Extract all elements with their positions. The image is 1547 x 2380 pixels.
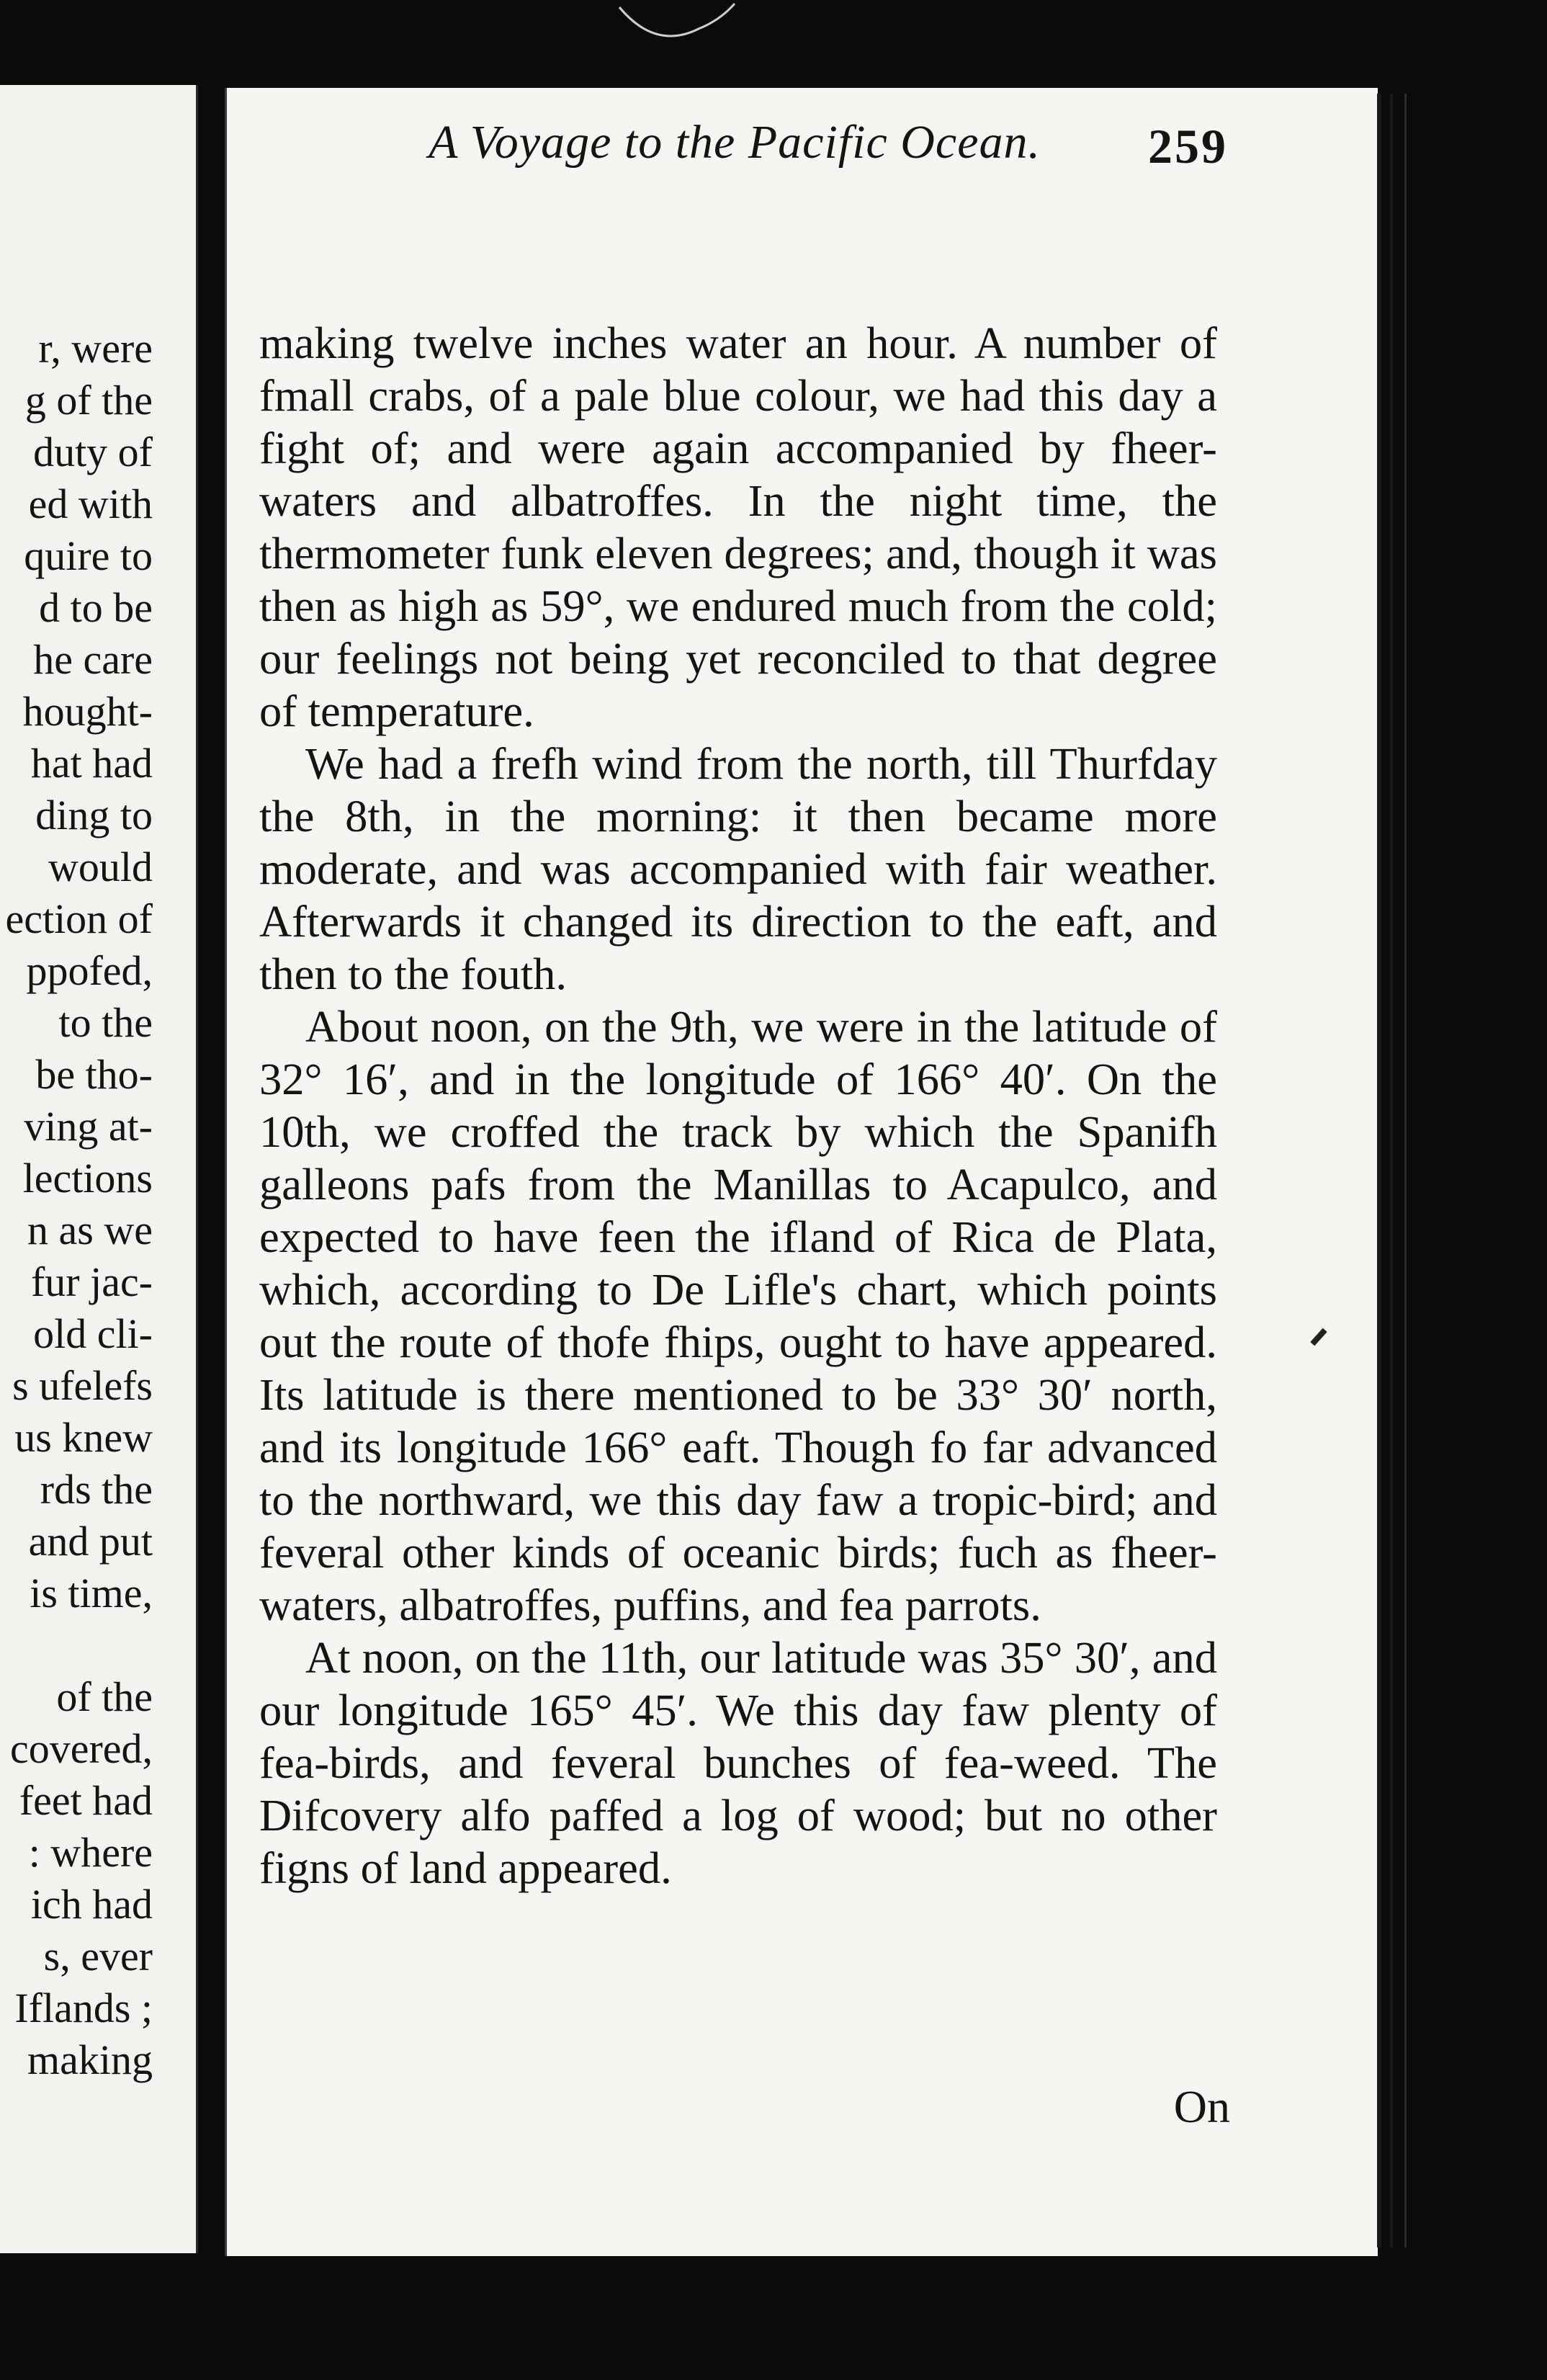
- facing-page-line: feet had: [19, 1777, 153, 1824]
- facing-page-line: d to be: [39, 584, 153, 631]
- binding-thread: [612, 0, 742, 50]
- facing-page-line: he care: [33, 636, 153, 683]
- facing-page-line: of the: [56, 1673, 153, 1720]
- running-title: A Voyage to the Pacific Ocean.: [429, 116, 1041, 169]
- body-text: [259, 317, 1217, 1894]
- facing-page-line: duty of: [33, 429, 153, 475]
- facing-page-line: Iflands ;: [14, 1985, 153, 2031]
- page-edge: [1377, 94, 1381, 2247]
- facing-page-line: fur jac-: [30, 1258, 153, 1305]
- facing-page-line: to the: [58, 999, 153, 1046]
- facing-page-line: ving at-: [24, 1103, 153, 1150]
- facing-page-line: ed with: [28, 480, 153, 527]
- facing-page-line: ppofed,: [26, 947, 153, 994]
- facing-page-line: : where: [28, 1829, 153, 1876]
- facing-page-line: and put: [28, 1518, 153, 1565]
- facing-page-line: [5, 1619, 153, 1671]
- paragraph: We had a frefh wind from the north, till Thurfday the 8th, in the morning: it then became more moderate, and was accompanied with fair weather. Afterwards it changed its direction to the eaft, and then to the fouth.: [259, 738, 1217, 999]
- facing-page-line: old cli-: [33, 1310, 153, 1357]
- facing-page-line: ding to: [35, 792, 153, 838]
- facing-page-line: ection of: [5, 895, 153, 942]
- page-edge: [1390, 94, 1393, 2247]
- page-header: [205, 115, 1228, 187]
- facing-page-line: r, were: [38, 325, 153, 372]
- paragraph: At noon, on the 11th, our latitude was 35° 30′, and our longitude 165° 45′. We this day faw plenty of fea-birds, and feveral bunches of fea-weed. The Difcovery alfo paffed a log of wood; but no other figns of land appeared.: [259, 1632, 1217, 1893]
- facing-page-line: hat had: [30, 740, 153, 787]
- facing-page-line: s ufelefs: [12, 1362, 153, 1409]
- facing-page-line: is time,: [30, 1570, 153, 1616]
- facing-page-line: hought-: [22, 688, 153, 735]
- facing-page: [0, 85, 198, 2253]
- facing-page-line: us knew: [14, 1414, 153, 1461]
- page-edge: [1404, 94, 1407, 2247]
- facing-page-line: rds the: [40, 1466, 153, 1513]
- facing-page-line: lections: [22, 1155, 153, 1202]
- facing-page-line: be tho-: [35, 1051, 153, 1098]
- facing-page-line: making: [27, 2036, 153, 2083]
- facing-page-line: covered,: [9, 1725, 153, 1772]
- page-number: 259: [1148, 119, 1228, 174]
- facing-page-line: quire to: [24, 532, 153, 579]
- catchword: On: [1173, 2081, 1230, 2132]
- facing-page-text: [5, 323, 153, 2086]
- facing-page-line: g of the: [24, 377, 153, 424]
- facing-page-line: s, ever: [43, 1933, 153, 1979]
- facing-page-line: would: [48, 844, 153, 890]
- facing-page-line: ich had: [30, 1881, 153, 1928]
- paragraph: About noon, on the 9th, we were in the latitude of 32° 16′, and in the longitude of 166° 40′. On the 10th, we croffed the track by which the Spanifh galleons pafs from the Manillas to Acapulco, and expected to have feen the ifland of Rica de Plata, which, according to De Lifle's chart, which points out the route of thofe fhips, ought to have appeared. Its latitude is there mentioned to be 33° 30′ north, and its longitude 166° eaft. Though fo far advanced to the northward, we this day faw a tropic-bird; and feveral other kinds of oceanic birds; fuch as fheer-waters, albatroffes, puffins, and fea parrots.: [259, 1001, 1217, 1630]
- paragraph: making twelve inches water an hour. A number of fmall crabs, of a pale blue colour, we had this day a fight of; and were again accompanied by fheer-waters and albatroffes. In the night time, the thermometer funk eleven degrees; and, though it was then as high as 59°, we endured much from the cold; our feelings not being yet reconciled to that degree of temperature.: [259, 318, 1217, 736]
- facing-page-line: n as we: [27, 1207, 153, 1253]
